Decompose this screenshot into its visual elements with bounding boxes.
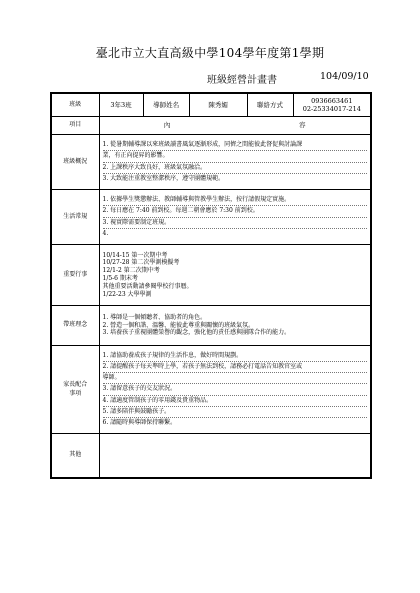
parents-content: [99, 346, 371, 434]
overview-content: [99, 135, 371, 190]
document-subtitle: 班級經營計畫書: [207, 75, 277, 86]
overview-line: 業，有正向提昇的影響。: [103, 151, 368, 162]
parents-line: 1. 請協助養成孩子規律的生活作息，做好時間規劃。: [103, 351, 368, 362]
parents-row: [51, 346, 371, 434]
teacher-label: 導師姓名: [144, 94, 190, 116]
philosophy-label: 帶班理念: [51, 306, 99, 346]
meta-row: [51, 93, 371, 117]
events-row: [51, 245, 371, 306]
routine-row: [51, 190, 371, 245]
content-header-a: 內: [163, 121, 171, 130]
events-content: [99, 245, 371, 306]
parents-line: 導師。: [103, 373, 368, 384]
philosophy-content: [99, 306, 371, 346]
routine-line: 1. 依據學生獎懲辦法、教師輔導與管教學生辦法，按行請假規定實施。: [103, 195, 368, 206]
parents-line: 5. 請多陪伴與鼓勵孩子。: [103, 407, 368, 418]
contact-value: [294, 94, 370, 116]
event-line: 其他重要活動請參閱學校行事曆。: [102, 282, 193, 290]
parents-line: 4. 請適度管制孩子的零用錢及貴重物品。: [103, 396, 368, 407]
events-lines: [100, 251, 371, 300]
parents-lines: [100, 350, 371, 429]
meta-values-cell: [99, 93, 371, 117]
parents-label: [51, 346, 99, 434]
event-line: 1/5-6 期末考: [102, 275, 138, 282]
contact-label: 聯絡方式: [248, 94, 294, 116]
column-header-row: [51, 117, 371, 135]
other-content: [99, 434, 371, 478]
overview-line: 2. 上課秩序大致良好，班級氣氛融洽。: [103, 163, 368, 174]
routine-label: 生活常規: [51, 190, 99, 245]
class-label: 班級: [69, 100, 82, 108]
philosophy-lines: [100, 313, 371, 338]
philosophy-line: 3. 培養孩子重視團體榮譽的觀念，強化他的責任感與團隊合作的能力。: [102, 329, 291, 337]
event-line: 12/1-2 第二次期中考: [102, 267, 160, 275]
contact-phone-mobile: 0936663461: [311, 96, 353, 105]
routine-line: 4.: [102, 229, 109, 237]
overview-line: 3. 大致能注重教室整潔秩序，遵守團體規範。: [102, 174, 225, 182]
routine-line: 2. 每日應在 7:40 前到校。每週二朝會應於 7:30 前到校。: [103, 206, 368, 217]
overview-row: [51, 135, 371, 190]
routine-content: [99, 190, 371, 245]
philosophy-line: 1. 導師是一個傾聽者、協助者的角色。: [102, 313, 207, 321]
parents-label-line2: 事項: [69, 389, 82, 397]
overview-label: 班級概況: [51, 135, 99, 190]
overview-line: 1. 從暑期輔導課以來班級讀書風氣逐漸形成，同儕之間能彼此督促與討論課: [103, 140, 368, 151]
other-label: 其他: [51, 434, 99, 478]
routine-line: 3. 視實際需要制定班規。: [103, 218, 368, 229]
class-plan-table: [50, 92, 372, 479]
item-header: 項目: [51, 117, 99, 135]
overview-lines: [100, 139, 371, 184]
document-title: 臺北市立大直高級中學104學年度第1學期: [95, 46, 325, 60]
other-row: [51, 434, 371, 478]
routine-lines: [100, 194, 371, 239]
teacher-value: 陳秀媚: [190, 94, 248, 116]
content-header: [99, 117, 371, 135]
philosophy-line: 2. 營造一個和諧、溫馨、能彼此尊重與關懷的班級氣氛。: [102, 321, 255, 329]
philosophy-row: [51, 306, 371, 346]
parents-line: 6. 請隨時與導師保持聯繫。: [102, 418, 177, 426]
content-header-b: 容: [299, 121, 306, 130]
event-line: 1/22-23 大學學測: [102, 290, 152, 298]
parents-label-line1: 家長配合: [63, 381, 88, 389]
contact-phone-office: 02-25334017-214: [302, 105, 361, 113]
event-line: 10/27-28 第二次學測模擬考: [102, 259, 180, 267]
class-value: 3年3班: [100, 94, 144, 116]
document-date: 104/09/10: [320, 71, 369, 82]
parents-line: 3. 請留意孩子的交友狀況。: [103, 384, 368, 395]
parents-line: 2. 請提醒孩子每天準時上學，若孩子無法到校，請務必打電話告知教官室或: [103, 362, 368, 373]
content-header-text: [100, 121, 371, 130]
event-line: 10/14-15 第一次期中考: [102, 251, 168, 259]
events-label: 重要行事: [51, 245, 99, 306]
class-label-cell: [51, 93, 99, 117]
meta-values: [100, 94, 371, 116]
